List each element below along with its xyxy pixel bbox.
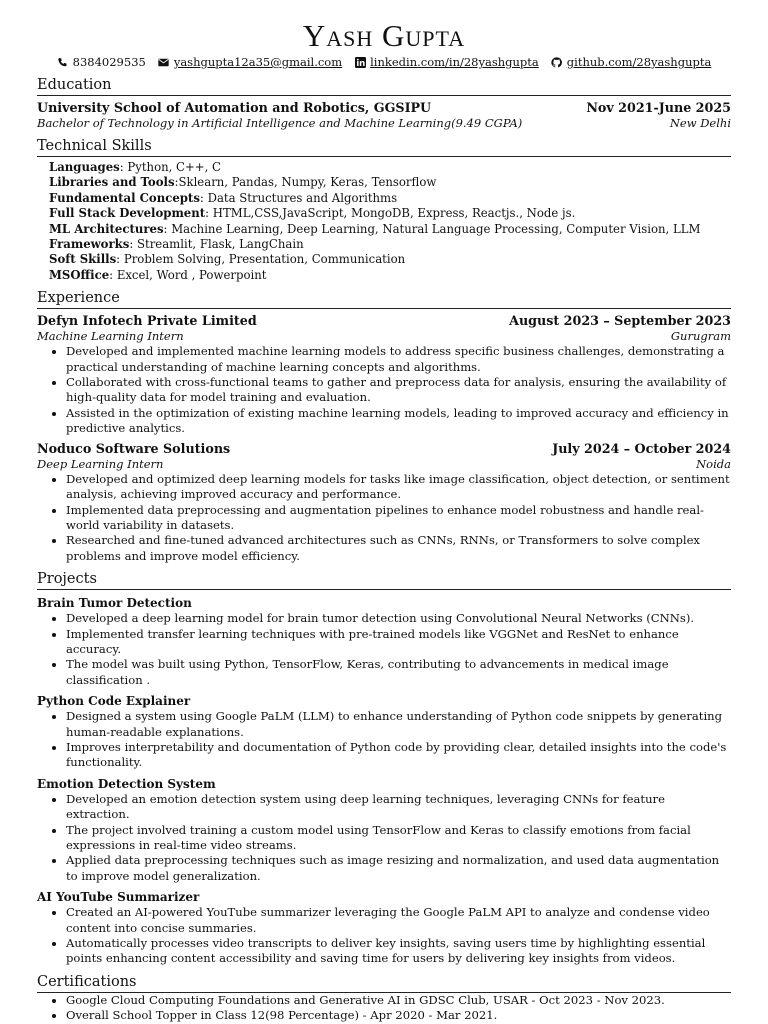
education-entry-head — [37, 100, 731, 116]
project-title: Emotion Detection System — [37, 776, 216, 791]
resume-name: Yash Gupta — [302, 18, 466, 53]
education-degree: Bachelor of Technology in Artificial Intelligence and Machine Learning(9.49 CGPA) — [37, 116, 523, 130]
list-item: • Created an AI-powered YouTube summarizer leveraging the Google PaLM API to analyze and condense video content into concise summaries. — [66, 905, 731, 936]
skill-value: Python, C++, C — [127, 160, 221, 174]
skill-sep: : — [109, 267, 117, 282]
list-item: • Developed and optimized deep learning models for tasks like image classification, object detection, or sentiment analysis, achieving improved accuracy and performance. — [66, 472, 731, 503]
skill-value: Excel, Word , Powerpoint — [116, 267, 267, 282]
job-location: Noida — [696, 456, 731, 471]
list-item: • Improves interpretability and documentation of Python code by providing clear, detailed insights into the code's functionality. — [66, 740, 731, 771]
skill-sep: : — [163, 221, 172, 236]
contact-bar — [37, 54, 731, 70]
phone-number: 8384029535 — [72, 55, 146, 69]
job-dates: July 2024 – October 2024 — [552, 440, 731, 456]
skill-row — [49, 252, 731, 267]
list-item: • Developed a deep learning model for brain tumor detection using Convolutional Neural Networks (CNNs). — [66, 611, 731, 626]
job-sub — [37, 329, 731, 344]
certification-bullets — [37, 993, 731, 1024]
skill-sep: : — [129, 237, 137, 252]
contact-phone — [57, 54, 146, 70]
project-title: Brain Tumor Detection — [37, 596, 192, 611]
envelope-icon — [158, 56, 170, 68]
project-title: AI YouTube Summarizer — [37, 890, 200, 905]
project-bullets — [37, 709, 731, 771]
skill-sep: : — [119, 160, 128, 174]
job-company: Noduco Software Solutions — [37, 440, 231, 456]
list-item: • Overall School Topper in Class 12(98 Percentage) - Apr 2020 - Mar 2021. — [66, 1008, 731, 1023]
contact-github[interactable] — [551, 54, 712, 70]
skill-value: Machine Learning, Deep Learning, Natural Language Processing, Computer Vision, LLM — [171, 221, 701, 236]
project-bullets — [37, 792, 731, 884]
job-role: Machine Learning Intern — [37, 329, 184, 344]
skill-key: Libraries and Tools — [49, 175, 175, 190]
skill-row — [49, 175, 731, 190]
skill-value: Streamlit, Flask, LangChain — [136, 237, 304, 252]
github-icon — [551, 56, 563, 68]
skill-value: Sklearn, Pandas, Numpy, Keras, Tensorflow — [178, 175, 437, 190]
phone-icon — [57, 56, 69, 68]
job-location: Gurugram — [670, 329, 731, 344]
list-item: • Developed an emotion detection system using deep learning techniques, leveraging CNNs for feature extraction. — [66, 792, 731, 823]
job-bullets — [37, 472, 731, 564]
linkedin-link[interactable]: linkedin.com/in/28yashgupta — [370, 55, 539, 69]
linkedin-icon — [354, 56, 366, 68]
education-location: New Delhi — [669, 116, 731, 130]
list-item: • Developed and implemented machine learning models to address specific business challenges, demonstrating a practical understanding of machine learning concepts and algorithms. — [66, 344, 731, 375]
job-head — [37, 313, 731, 329]
job-dates: August 2023 – September 2023 — [509, 313, 731, 329]
section-projects-title: Projects — [37, 570, 731, 590]
skill-key: ML Architectures — [49, 221, 164, 236]
list-item: • Researched and fine-tuned advanced architectures such as CNNs, RNNs, or Transformers to solve complex problems and improve model efficiency. — [66, 533, 731, 564]
contact-email[interactable] — [158, 54, 342, 70]
skill-key: Soft Skills — [49, 252, 117, 267]
education-entry-sub — [37, 116, 731, 131]
skill-key: Full Stack Development — [49, 206, 206, 221]
section-experience-title: Experience — [37, 289, 731, 309]
job-company: Defyn Infotech Private Limited — [37, 313, 257, 329]
email-link[interactable]: yashgupta12a35@gmail.com — [173, 55, 343, 69]
list-item: • Collaborated with cross-functional teams to gather and preprocess data for analysis, ensuring the availability of high-quality data for model training and evaluation. — [66, 375, 731, 406]
job-role: Deep Learning Intern — [37, 456, 164, 471]
education-dates: Nov 2021-June 2025 — [586, 100, 731, 115]
job-head — [37, 441, 731, 457]
project-bullets — [37, 905, 731, 967]
skill-row — [49, 237, 731, 252]
section-certifications-title: Certifications — [37, 973, 731, 993]
skill-sep: : — [199, 190, 208, 205]
skill-sep: : — [205, 206, 213, 221]
skill-key: Languages — [49, 160, 120, 174]
project-title: Python Code Explainer — [37, 694, 191, 709]
skill-sep: : — [116, 252, 124, 267]
project-bullets — [37, 611, 731, 688]
job-sub — [37, 457, 731, 472]
list-item: • Implemented transfer learning techniques with pre-trained models like VGGNet and ResNet to enhance accuracy. — [66, 627, 731, 658]
list-item: • Applied data preprocessing techniques such as image resizing and normalization, and used data augmentation to improve model generalization. — [66, 853, 731, 884]
skill-value: Problem Solving, Presentation, Communication — [123, 252, 406, 267]
skill-row — [49, 160, 731, 175]
list-item: • Implemented data preprocessing and augmentation pipelines to enhance model robustness and handle real-world variability in datasets. — [66, 503, 731, 534]
skill-sep: : — [174, 175, 179, 190]
skills-list — [37, 160, 731, 283]
list-item: • The project involved training a custom model using TensorFlow and Keras to classify emotions from facial expressions in real-time video streams. — [66, 823, 731, 854]
skill-key: Fundamental Concepts — [49, 190, 200, 205]
section-education-title: Education — [37, 76, 731, 96]
skill-row — [49, 206, 731, 221]
contact-linkedin[interactable] — [354, 54, 539, 70]
github-link[interactable]: github.com/28yashgupta — [566, 55, 712, 69]
list-item: • Designed a system using Google PaLM (LLM) to enhance understanding of Python code snippets by generating human-readable explanations. — [66, 709, 731, 740]
skill-key: Frameworks — [49, 237, 130, 252]
skill-value: HTML,CSS,JavaScript, MongoDB, Express, Reactjs., Node js. — [212, 206, 576, 221]
list-item: • Assisted in the optimization of existing machine learning models, leading to improved accuracy and efficiency in predictive analytics. — [66, 406, 731, 437]
list-item: • Google Cloud Computing Foundations and Generative AI in GDSC Club, USAR - Oct 2023 - Nov 2023. — [66, 993, 731, 1008]
list-item: • The model was built using Python, TensorFlow, Keras, contributing to advancements in medical image classification . — [66, 657, 731, 688]
job-bullets — [37, 344, 731, 436]
skill-row — [49, 268, 731, 283]
list-item: • Automatically processes video transcripts to deliver key insights, saving users time by highlighting essential points enhancing content accessibility and saving time for users by delivering key insights from videos. — [66, 936, 731, 967]
skill-row — [49, 222, 731, 237]
skill-key: MSOffice — [49, 267, 110, 282]
section-skills-title: Technical Skills — [37, 137, 731, 157]
skill-value: Data Structures and Algorithms — [207, 190, 398, 205]
education-school: University School of Automation and Robotics, GGSIPU — [37, 100, 432, 115]
skill-row — [49, 191, 731, 206]
